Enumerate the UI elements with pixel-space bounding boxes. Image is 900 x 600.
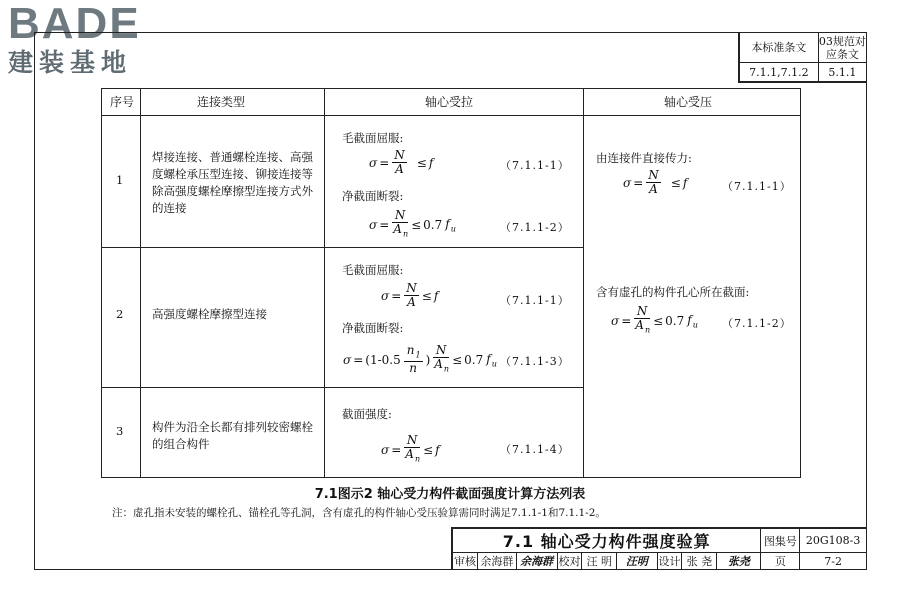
reference-box (738, 32, 867, 83)
row3-eq1-no: （7.1.1-4） (500, 443, 570, 456)
row2-eq1-no: （7.1.1-1） (500, 294, 570, 307)
review-label: 审核 (453, 553, 478, 570)
figure-caption: 7.1图示2 轴心受力构件截面强度计算方法列表 (314, 487, 586, 502)
header-no: 序号 (110, 95, 135, 109)
page-no: 7-2 (800, 553, 867, 570)
row1-t2-label: 净截面断裂: (342, 189, 404, 203)
design-signature: 张尧 (717, 553, 761, 570)
comp-c1-label: 由连接件直接传力: (596, 151, 692, 165)
row2-eq2: σ = (1-0.5 $\frac{n_1}{n}$ ) $\frac{N}{A_n}$ ≤ 0.7 $f_u$ (343, 343, 497, 376)
logo-brand: BADE (8, 0, 141, 48)
row2-eq2-no: （7.1.1-3） (500, 355, 570, 368)
ref-std-label: 本标准条文 (740, 33, 819, 63)
design-label: 设计 (657, 553, 682, 570)
title-block (451, 527, 867, 569)
row1-type: 焊接连接、普通螺栓连接、高强度螺栓承压型连接、铆接连接等除高强度螺栓摩擦型连接方式外的连接 (152, 150, 313, 215)
strength-table (101, 88, 801, 478)
row1-eq1: σ = $\frac{N}{A}$ ≤ f (369, 148, 434, 176)
page-label: 页 (761, 553, 800, 570)
reviewer: 余海群 (477, 553, 516, 570)
row1-no: 1 (116, 173, 124, 187)
review-signature: 余海群 (516, 553, 557, 570)
row3-no: 3 (116, 424, 124, 438)
atlas-no: 20G108-3 (800, 529, 867, 553)
row2-t1-label: 毛截面屈服: (342, 263, 404, 277)
comp-eq2: σ = $\frac{N}{A_n}$ ≤ 0.7 $f_u$ (611, 304, 698, 335)
ref-spec-label: 03规范对应条文 (818, 34, 866, 61)
checker: 汪 明 (582, 553, 617, 570)
comp-eq1: σ = $\frac{N}{A}$ ≤ f (623, 168, 688, 196)
row3-t1-label: 截面强度: (342, 407, 392, 421)
row2-type: 高强度螺栓摩擦型连接 (152, 307, 267, 321)
header-type: 连接类型 (197, 95, 246, 109)
note: 注：虚孔指未安装的螺栓孔、锚栓孔等孔洞，含有虚孔的构件轴心受压验算需同时满足7.1.1-1和7.1.1-2。 (112, 507, 606, 519)
designer: 张 尧 (682, 553, 717, 570)
header-tension: 轴心受拉 (425, 95, 474, 109)
drawing-title: 7.1 轴心受力构件强度验算 (453, 529, 761, 553)
comp-eq1-no: （7.1.1-1） (722, 180, 792, 193)
logo-cn: 建装基地 (8, 48, 133, 77)
row3-type: 构件为沿全长都有排列较密螺栓的组合构件 (152, 420, 313, 451)
comp-c2-label: 含有虚孔的构件孔心所在截面: (596, 285, 750, 299)
row1-eq2: σ = $\frac{N}{A_n}$ ≤ 0.7 $f_u$ (369, 208, 456, 239)
row1-t1-label: 毛截面屈服: (342, 131, 404, 145)
check-signature: 汪明 (617, 553, 657, 570)
ref-spec-value: 5.1.1 (818, 63, 866, 82)
row3-eq1: σ = $\frac{N}{A_n}$ ≤ f (381, 433, 440, 464)
row1-eq1-no: （7.1.1-1） (500, 159, 570, 172)
row2-eq1: σ = $\frac{N}{A}$ ≤ f (381, 281, 439, 309)
header-compression: 轴心受压 (664, 95, 713, 109)
row1-eq2-no: （7.1.1-2） (500, 221, 570, 234)
row2-t2-label: 净截面断裂: (342, 321, 404, 335)
comp-eq2-no: （7.1.1-2） (722, 317, 792, 330)
check-label: 校对 (557, 553, 582, 570)
ref-std-value: 7.1.1,7.1.2 (740, 63, 819, 82)
atlas-label: 图集号 (761, 529, 800, 553)
row2-no: 2 (116, 307, 124, 321)
